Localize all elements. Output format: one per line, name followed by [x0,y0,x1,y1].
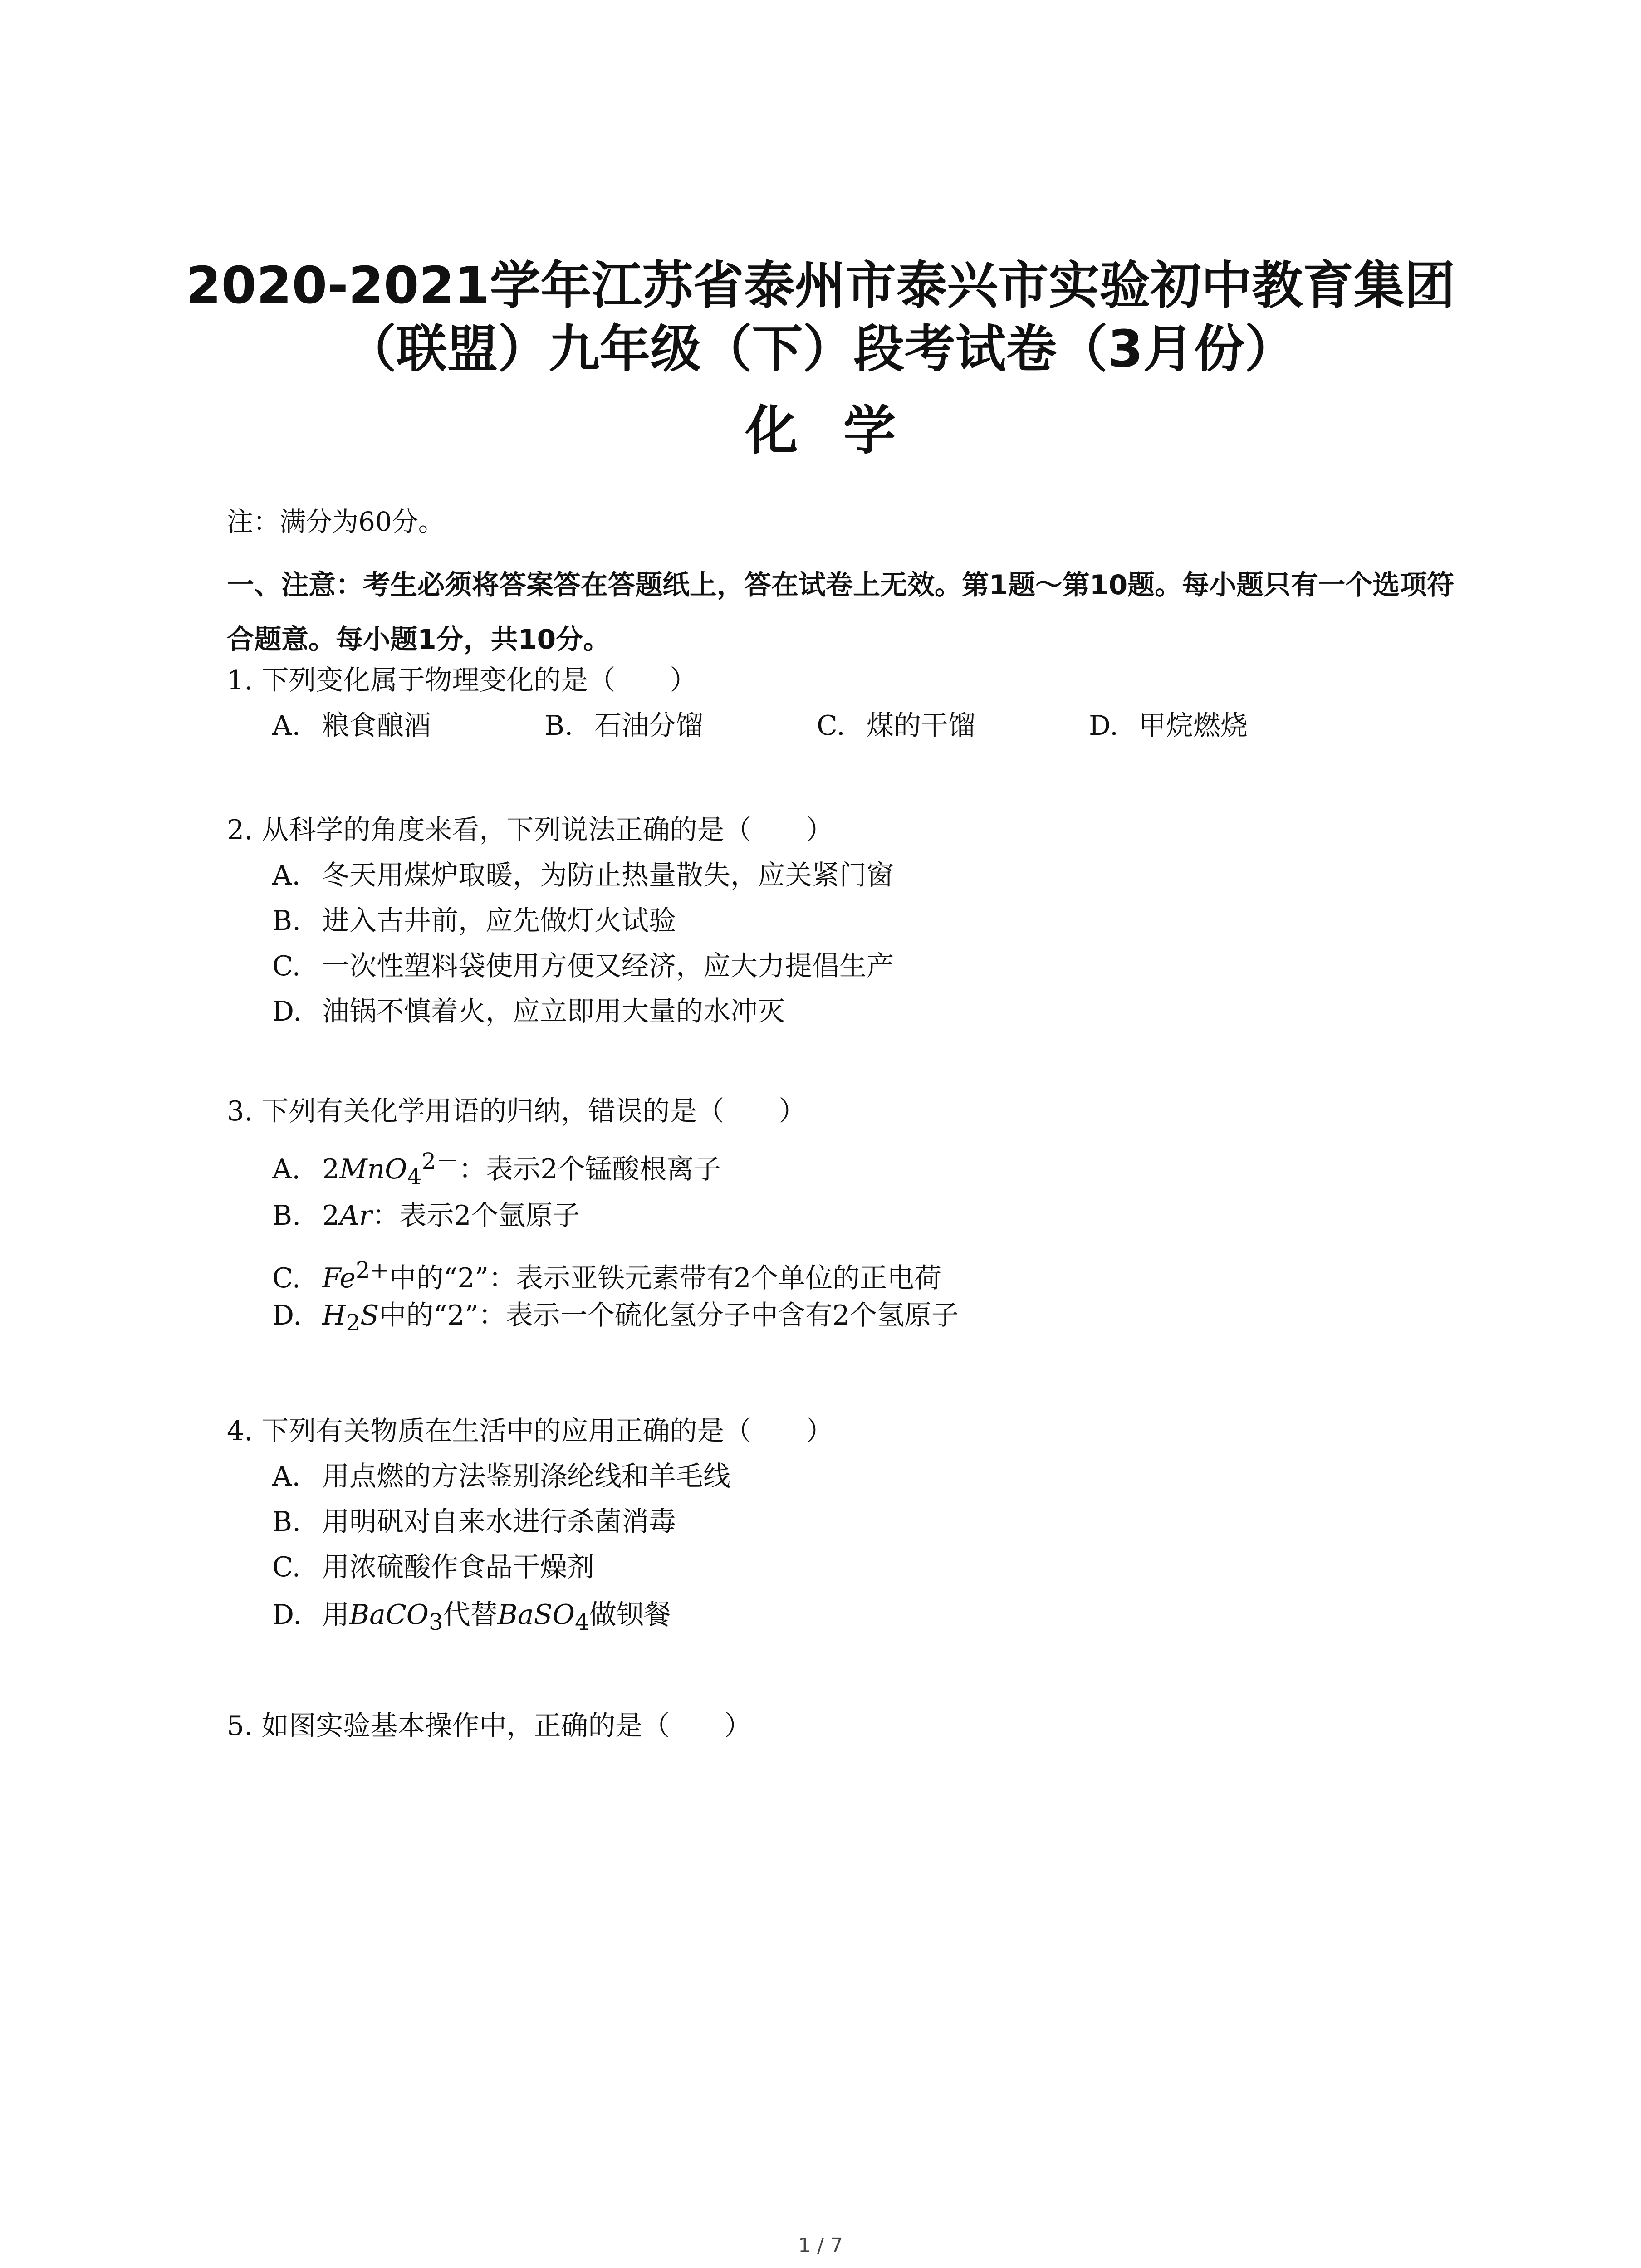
option-label: A. [272,710,301,742]
option-label: C. [272,1262,301,1294]
option-text: 中的“2”：表示亚铁元素带有2个单位的正电荷 [389,1262,942,1294]
option-label: D. [272,1300,302,1331]
option-text: 中的“2”：表示一个硫化氢分子中含有2个氢原子 [379,1300,959,1331]
q1-option-c [817,708,975,744]
q3-option-a [272,1143,721,1195]
option-text: 石油分馏 [594,710,703,742]
formula-coef: 2 [322,1154,340,1185]
option-label: C. [272,950,301,982]
q2-option-d [272,993,785,1030]
formula-subscript-2: 4 [574,1609,589,1635]
formula-superscript: 2－ [421,1148,459,1174]
q3-option-d [272,1297,959,1341]
q2-option-b [272,903,676,939]
q2-option-c [272,948,894,984]
option-text: 一次性塑料袋使用方便又经济，应大力提倡生产 [322,950,894,982]
subject-heading: 化学 [745,400,941,461]
option-label: A. [272,860,301,891]
option-label: B. [272,905,301,937]
option-text: 冬天用煤炉取暖，为防止热量散失，应关紧门窗 [322,860,894,891]
formula-subscript: 3 [428,1609,443,1635]
option-label: C. [817,710,845,742]
formula: MnO [339,1154,407,1185]
q1-option-a [272,708,431,744]
option-label: B. [544,710,573,742]
option-prefix: 用 [322,1599,349,1631]
score-note: 注：满分为60分。 [227,506,445,537]
q4-option-b [272,1504,676,1540]
question-1-stem: 1. 下列变化属于物理变化的是（ ） [227,665,697,696]
option-label: D. [272,1599,302,1631]
formula: H [322,1300,346,1331]
option-label: A. [272,1154,301,1185]
formula-part2: BaSO [497,1599,575,1631]
question-5-stem: 5. 如图实验基本操作中，正确的是（ ） [227,1710,752,1742]
q1-option-b [544,708,703,744]
q4-option-a [272,1458,730,1495]
option-middle: 代替 [443,1599,498,1631]
question-3-stem: 3. 下列有关化学用语的归纳，错误的是（ ） [227,1095,806,1127]
option-text: 甲烷燃烧 [1139,710,1248,742]
exam-title-line2: （联盟）九年级（下）段考试卷（3月份） [345,320,1296,379]
formula: Fe [322,1262,356,1294]
option-text: 用明矾对自来水进行杀菌消毒 [322,1506,676,1538]
option-text: 粮食酿酒 [322,710,431,742]
option-label: A. [272,1461,301,1492]
question-2-stem: 2. 从科学的角度来看，下列说法正确的是（ ） [227,814,833,846]
option-text: 煤的干馏 [867,710,975,742]
option-text: 油锅不慎着火，应立即用大量的水冲灭 [322,996,785,1027]
option-text: 进入古井前，应先做灯火试验 [322,905,676,937]
option-label: B. [272,1506,301,1538]
formula-subscript: 4 [407,1163,422,1190]
option-label: B. [272,1200,301,1232]
option-label: D. [272,996,302,1027]
page-indicator: 1 / 7 [798,2234,843,2257]
q3-option-c [272,1252,941,1296]
formula-part2: S [360,1300,379,1331]
q2-option-a [272,857,894,894]
formula: Ar [339,1200,372,1232]
option-text: 用点燃的方法鉴别涤纶线和羊毛线 [322,1461,730,1492]
exam-title-line1: 2020-2021学年江苏省泰州市泰兴市实验初中教育集团 [186,256,1455,315]
q3-option-b [272,1198,580,1234]
formula-subscript: 2 [346,1310,361,1336]
option-label: D. [1089,710,1119,742]
formula-superscript: 2+ [355,1257,389,1283]
option-text: ：表示2个氩原子 [372,1200,580,1232]
question-4-stem: 4. 下列有关物质在生活中的应用正确的是（ ） [227,1415,833,1447]
section1-instructions: 一、注意：考生必须将答案答在答题纸上，答在试卷上无效。第1题～第10题。每小题只有一个选项符合题意。每小题1分，共10分。 [227,569,1455,655]
q4-option-c [272,1549,594,1585]
option-text: 做钡餐 [589,1599,671,1631]
option-text: ：表示2个锰酸根离子 [459,1154,721,1185]
q4-option-d [272,1597,671,1640]
option-label: C. [272,1551,301,1583]
option-text: 用浓硫酸作食品干燥剂 [322,1551,594,1583]
formula: BaCO [349,1599,429,1631]
q1-option-d [1089,708,1248,744]
formula-coef: 2 [322,1200,340,1232]
